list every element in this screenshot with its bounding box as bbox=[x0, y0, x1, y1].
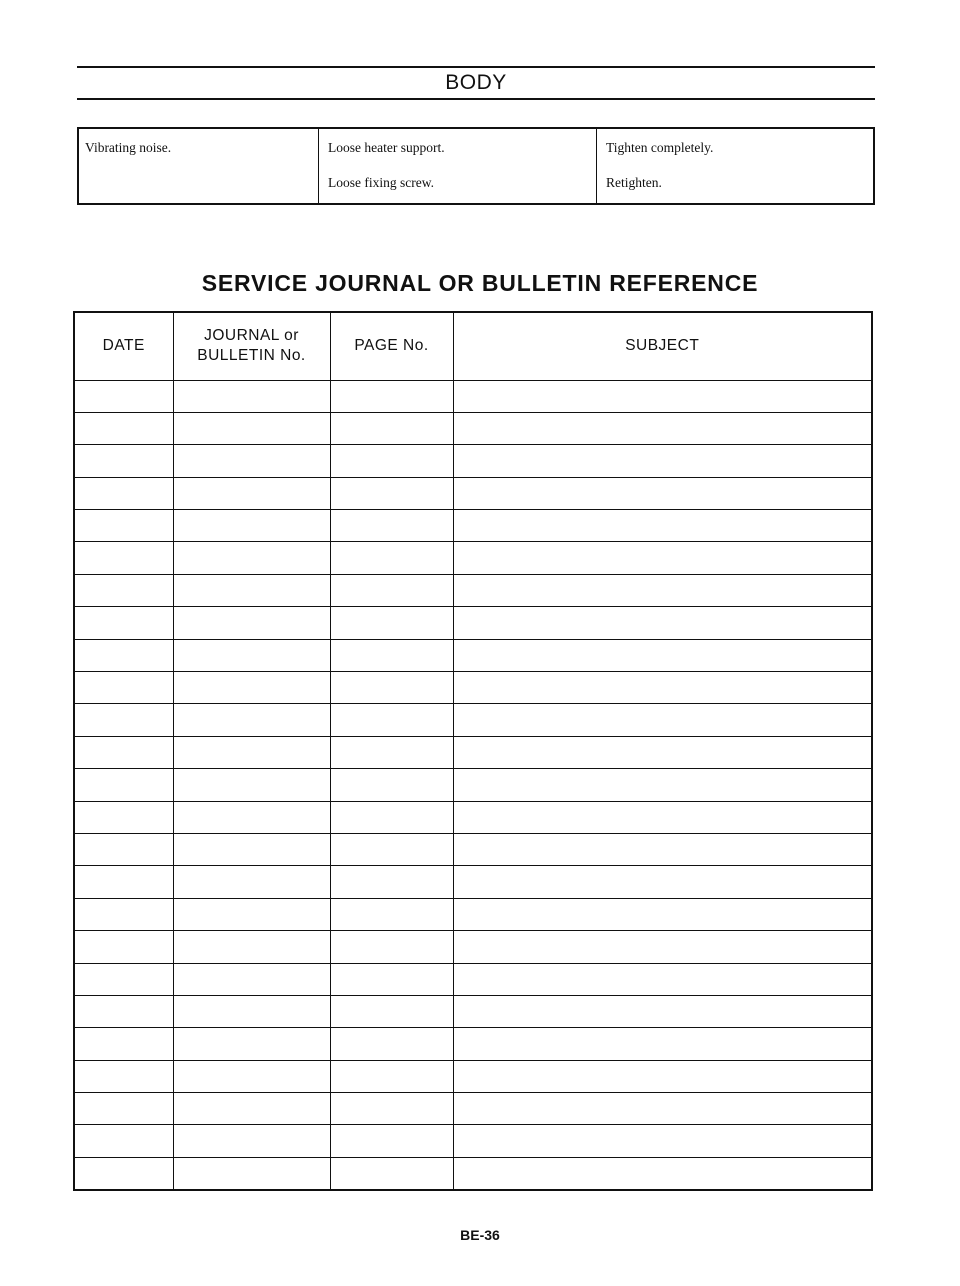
date-cell bbox=[74, 704, 173, 736]
reference-row bbox=[74, 995, 872, 1027]
date-cell bbox=[74, 801, 173, 833]
date-cell bbox=[74, 477, 173, 509]
date-cell bbox=[74, 639, 173, 671]
subject-cell bbox=[453, 963, 872, 995]
subject-cell bbox=[453, 607, 872, 639]
reference-row bbox=[74, 801, 872, 833]
reference-row bbox=[74, 931, 872, 963]
reference-row bbox=[74, 574, 872, 606]
date-cell bbox=[74, 898, 173, 930]
page-cell bbox=[330, 704, 453, 736]
subject-cell bbox=[453, 898, 872, 930]
subject-cell bbox=[453, 380, 872, 412]
reference-row bbox=[74, 769, 872, 801]
journal-cell bbox=[173, 801, 330, 833]
date-cell bbox=[74, 995, 173, 1027]
page-cell bbox=[330, 866, 453, 898]
subject-cell bbox=[453, 1060, 872, 1092]
page-cell bbox=[330, 801, 453, 833]
journal-cell bbox=[173, 1125, 330, 1157]
date-cell bbox=[74, 736, 173, 768]
section-header bbox=[77, 66, 875, 102]
journal-cell bbox=[173, 1157, 330, 1189]
page-cell bbox=[330, 542, 453, 574]
journal-cell bbox=[173, 898, 330, 930]
page-cell bbox=[330, 931, 453, 963]
date-cell bbox=[74, 510, 173, 542]
journal-cell bbox=[173, 574, 330, 606]
date-cell bbox=[74, 412, 173, 444]
subject-cell bbox=[453, 1157, 872, 1189]
date-cell bbox=[74, 963, 173, 995]
cause-text: Loose fixing screw. bbox=[328, 175, 434, 190]
page-cell bbox=[330, 1157, 453, 1189]
page-cell bbox=[330, 574, 453, 606]
reference-row bbox=[74, 510, 872, 542]
journal-cell bbox=[173, 672, 330, 704]
journal-cell bbox=[173, 736, 330, 768]
journal-cell bbox=[173, 477, 330, 509]
journal-cell bbox=[173, 1093, 330, 1125]
reference-row bbox=[74, 704, 872, 736]
journal-cell bbox=[173, 995, 330, 1027]
correction-text: Tighten completely. bbox=[606, 140, 714, 155]
page-cell bbox=[330, 963, 453, 995]
page-cell bbox=[330, 995, 453, 1027]
subject-header: SUBJECT bbox=[453, 312, 872, 380]
date-cell bbox=[74, 866, 173, 898]
reference-row bbox=[74, 1125, 872, 1157]
page-cell bbox=[330, 898, 453, 930]
reference-row bbox=[74, 736, 872, 768]
journal-cell bbox=[173, 931, 330, 963]
subject-cell bbox=[453, 1125, 872, 1157]
subject-cell bbox=[453, 801, 872, 833]
page-cell bbox=[330, 445, 453, 477]
date-cell bbox=[74, 769, 173, 801]
page-cell bbox=[330, 1093, 453, 1125]
journal-cell bbox=[173, 412, 330, 444]
journal-cell bbox=[173, 769, 330, 801]
journal-cell bbox=[173, 510, 330, 542]
reference-row bbox=[74, 380, 872, 412]
journal-cell bbox=[173, 380, 330, 412]
reference-row bbox=[74, 963, 872, 995]
date-cell bbox=[74, 380, 173, 412]
page-cell bbox=[330, 412, 453, 444]
date-cell bbox=[74, 542, 173, 574]
page-cell bbox=[330, 1060, 453, 1092]
date-cell bbox=[74, 1157, 173, 1189]
subject-cell bbox=[453, 1093, 872, 1125]
subject-cell bbox=[453, 995, 872, 1027]
correction-text: Retighten. bbox=[606, 175, 662, 190]
page-number: BE-36 bbox=[460, 1227, 500, 1243]
section-title: BODY bbox=[445, 71, 507, 94]
journal-cell bbox=[173, 639, 330, 671]
date-cell bbox=[74, 607, 173, 639]
reference-row bbox=[74, 607, 872, 639]
page-cell bbox=[330, 477, 453, 509]
subject-cell bbox=[453, 736, 872, 768]
subject-cell bbox=[453, 1028, 872, 1060]
date-cell bbox=[74, 445, 173, 477]
reference-row bbox=[74, 542, 872, 574]
reference-row bbox=[74, 1060, 872, 1092]
journal-cell bbox=[173, 445, 330, 477]
date-header: DATE bbox=[74, 312, 173, 380]
page-cell bbox=[330, 380, 453, 412]
subject-cell bbox=[453, 510, 872, 542]
page-cell bbox=[330, 1028, 453, 1060]
page-cell bbox=[330, 1125, 453, 1157]
reference-body bbox=[74, 380, 872, 1190]
header-bottom-rule bbox=[77, 98, 875, 100]
page-cell bbox=[330, 736, 453, 768]
page-cell bbox=[330, 769, 453, 801]
journal-header-line: JOURNAL or bbox=[204, 327, 299, 345]
journal-cell bbox=[173, 542, 330, 574]
page-cell bbox=[330, 672, 453, 704]
reference-row bbox=[74, 445, 872, 477]
reference-row bbox=[74, 1093, 872, 1125]
subject-cell bbox=[453, 866, 872, 898]
date-cell bbox=[74, 1125, 173, 1157]
reference-row bbox=[74, 1157, 872, 1189]
page-header: PAGE No. bbox=[330, 312, 453, 380]
page-cell bbox=[330, 639, 453, 671]
date-cell bbox=[74, 1093, 173, 1125]
subject-cell bbox=[453, 672, 872, 704]
journal-cell bbox=[173, 866, 330, 898]
date-cell bbox=[74, 672, 173, 704]
journal-header-line: BULLETIN No. bbox=[197, 347, 306, 365]
reference-row bbox=[74, 1028, 872, 1060]
cause-text: Loose heater support. bbox=[328, 140, 445, 155]
date-cell bbox=[74, 1028, 173, 1060]
journal-cell bbox=[173, 1060, 330, 1092]
subject-cell bbox=[453, 477, 872, 509]
reference-row bbox=[74, 833, 872, 865]
correction-cell bbox=[597, 129, 873, 203]
reference-header-row bbox=[74, 312, 872, 380]
subject-cell bbox=[453, 639, 872, 671]
subject-cell bbox=[453, 931, 872, 963]
journal-header bbox=[173, 312, 330, 380]
reference-row bbox=[74, 866, 872, 898]
page-cell bbox=[330, 833, 453, 865]
date-cell bbox=[74, 833, 173, 865]
journal-cell bbox=[173, 963, 330, 995]
journal-cell bbox=[173, 704, 330, 736]
condition-text: Vibrating noise. bbox=[85, 140, 172, 155]
subject-cell bbox=[453, 769, 872, 801]
reference-row bbox=[74, 477, 872, 509]
page-cell bbox=[330, 607, 453, 639]
date-cell bbox=[74, 931, 173, 963]
cause-cell bbox=[319, 129, 597, 203]
trouble-table bbox=[77, 127, 875, 205]
page-cell bbox=[330, 510, 453, 542]
date-cell bbox=[74, 574, 173, 606]
reference-table bbox=[73, 311, 873, 1191]
subject-cell bbox=[453, 445, 872, 477]
journal-cell bbox=[173, 833, 330, 865]
condition-cell bbox=[79, 129, 319, 203]
subject-cell bbox=[453, 704, 872, 736]
subject-cell bbox=[453, 542, 872, 574]
journal-cell bbox=[173, 607, 330, 639]
journal-cell bbox=[173, 1028, 330, 1060]
subject-cell bbox=[453, 833, 872, 865]
reference-row bbox=[74, 639, 872, 671]
reference-row bbox=[74, 672, 872, 704]
reference-row bbox=[74, 898, 872, 930]
date-cell bbox=[74, 1060, 173, 1092]
subject-cell bbox=[453, 412, 872, 444]
journal-title: SERVICE JOURNAL OR BULLETIN REFERENCE bbox=[201, 270, 759, 296]
subject-cell bbox=[453, 574, 872, 606]
reference-row bbox=[74, 412, 872, 444]
